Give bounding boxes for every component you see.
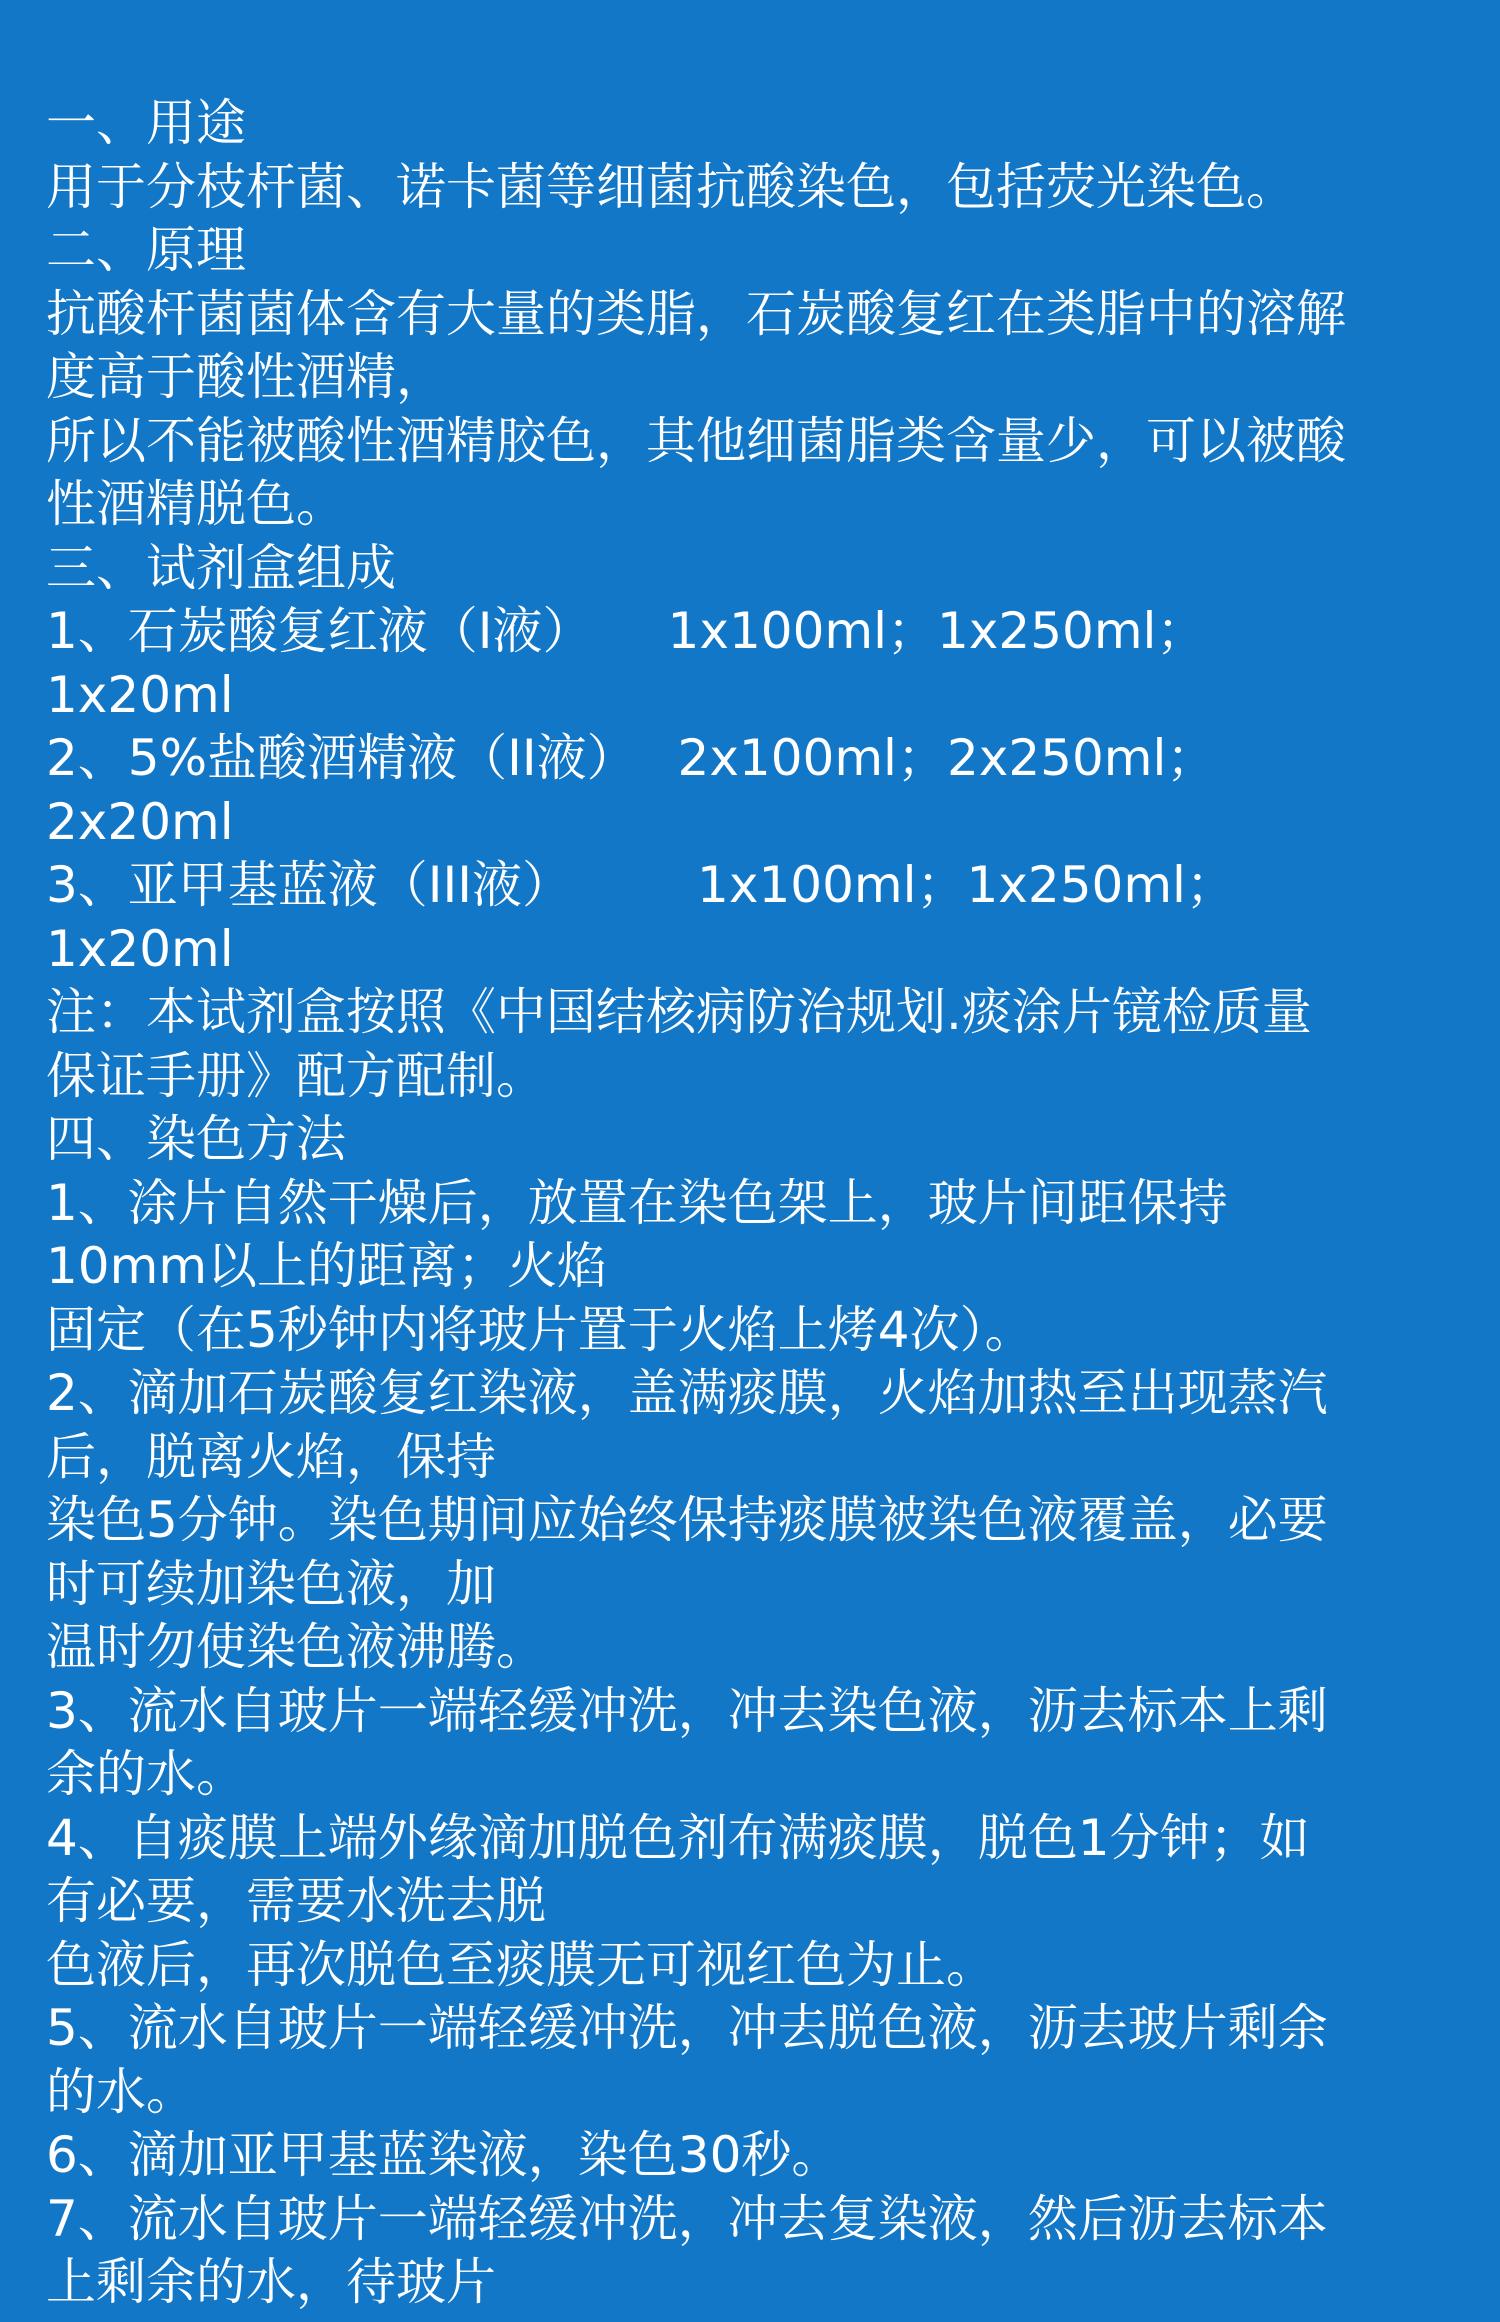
- reagent-line-3: 3、亚甲基蓝液（III液） 1x100ml；1x250ml；: [46, 856, 1236, 914]
- step-line: 有必要，需要水洗去脱: [46, 1872, 546, 1930]
- step-line: 4、自痰膜上端外缘滴加脱色剂布满痰膜，脱色1分钟；如: [46, 1808, 1310, 1867]
- text-line: 抗酸杆菌菌体含有大量的类脂，石炭酸复红在类脂中的溶解: [46, 284, 1346, 343]
- reagent-line-2: 2、5%盐酸酒精液（II液） 2x100ml；2x250ml；: [46, 729, 1217, 787]
- step-line: 固定（在5秒钟内将玻片置于火焰上烤4次）。: [46, 1300, 1035, 1359]
- note-line: 注：本试剂盒按照《中国结核病防治规划.痰涂片镜检质量: [46, 983, 1312, 1041]
- section-heading-principle: 二、原理: [46, 221, 246, 279]
- step-line: 1、涂片自然干燥后，放置在染色架上，玻片间距保持: [46, 1173, 1228, 1232]
- step-line: 温时勿使染色液沸腾。: [46, 1618, 546, 1676]
- text-line: 度高于酸性酒精，: [46, 348, 446, 406]
- step-line: 5、流水自玻片一端轻缓冲洗，冲去脱色液，沥去玻片剩余: [46, 1999, 1328, 2057]
- note-line: 保证手册》配方配制。: [46, 1046, 546, 1105]
- text-line: 用于分枝杆菌、诺卡菌等细菌抗酸染色，包括荧光染色。: [46, 157, 1296, 216]
- step-line: 2、滴加石炭酸复红染液，盖满痰膜，火焰加热至出现蒸汽: [46, 1364, 1328, 1422]
- step-line: 色液后，再次脱色至痰膜无可视红色为止。: [46, 1935, 996, 1994]
- step-line: 上剩余的水，待玻片: [46, 2253, 496, 2311]
- text-line: 所以不能被酸性酒精胶色，其他细菌脂类含量少，可以被酸: [46, 411, 1346, 470]
- text-line: 性酒精脱色。: [46, 475, 346, 533]
- step-line: 余的水。: [46, 1745, 246, 1803]
- step-line: 3、流水自玻片一端轻缓冲洗，冲去染色液，沥去标本上剩: [46, 1681, 1328, 1740]
- step-line: 10mm以上的距离；火焰: [46, 1237, 608, 1295]
- reagent-line-2-size: 2x20ml: [46, 792, 234, 851]
- reagent-line-1-size: 1x20ml: [46, 665, 234, 724]
- step-line: 7、流水自玻片一端轻缓冲洗，冲去复染液，然后沥去标本: [46, 2189, 1328, 2248]
- step-line: 后，脱离火焰，保持: [46, 1427, 496, 1486]
- section-heading-components: 三、试剂盒组成: [46, 538, 396, 597]
- section-heading-method: 四、染色方法: [46, 1110, 346, 1168]
- step-line: 染色5分钟。染色期间应始终保持痰膜被染色液覆盖，必要: [46, 1491, 1328, 1549]
- step-line: 时可续加染色液，加: [46, 1554, 496, 1613]
- step-line: 的水。: [46, 2062, 196, 2121]
- step-line: 6、滴加亚甲基蓝染液，染色30秒。: [46, 2126, 842, 2184]
- section-heading-usage: 一、用途: [46, 94, 246, 152]
- reagent-line-1: 1、石炭酸复红液（I液） 1x100ml；1x250ml；: [46, 602, 1207, 660]
- reagent-line-3-size: 1x20ml: [46, 919, 234, 978]
